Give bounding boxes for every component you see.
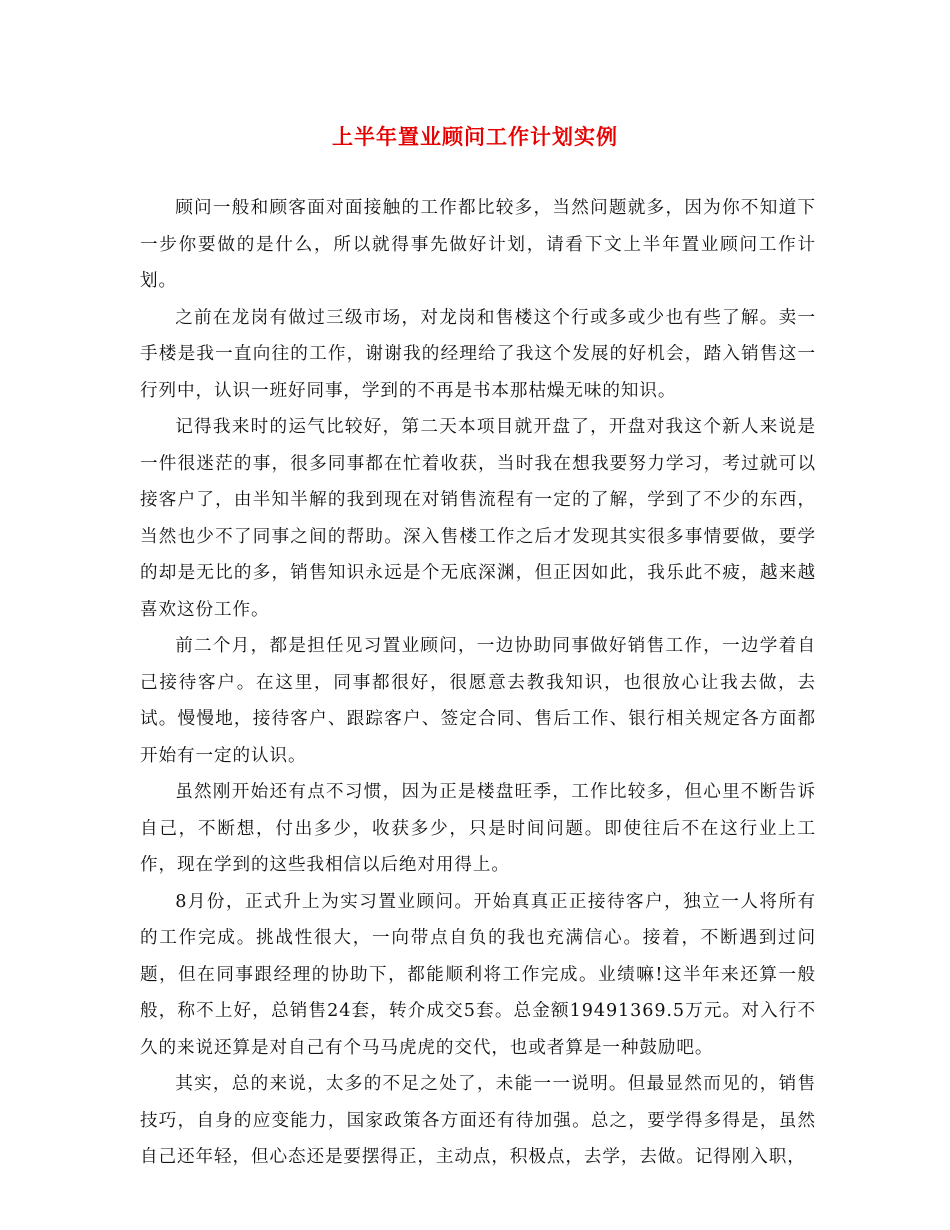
paragraph-5: 虽然刚开始还有点不习惯，因为正是楼盘旺季，工作比较多，但心里不断告诉自己，不断想，付出多少，收获多少，只是时间问题。即使往后不在这行业上工作，现在学到的这些我相信以后绝对用得上。 [140, 782, 816, 875]
paragraph-7: 其实，总的来说，太多的不足之处了，未能一一说明。但最显然而见的，销售技巧，自身的应变能力，国家政策各方面还有待加强。总之，要学得多得是，虽然自己还年轻，但心态还是要摆得正，主动点，积极点，去学，去做。记得刚入职， [140, 1074, 816, 1167]
paragraph-3: 记得我来时的运气比较好，第二天本项目就开盘了，开盘对我这个新人来说是一件很迷茫的事，很多同事都在忙着收获，当时我在想我要努力学习，考过就可以接客户了，由半知半解的我到现在对销售流程有一定的了解，学到了不少的东西，当然也少不了同事之间的帮助。深入售楼工作之后才发现其实很多事情要做，要学的却是无比的多，销售知识永远是个无底深渊，但正因如此，我乐此不疲，越来越喜欢这份工作。 [140, 417, 816, 620]
paragraph-6: 8月份，正式升上为实习置业顾问。开始真真正正接待客户，独立一人将所有的工作完成。挑战性很大，一向带点自负的我也充满信心。接着，不断遇到过问题，但在同事跟经理的协助下，都能顺利将工作完成。业绩嘛!这半年来还算一般般，称不上好，总销售24套，转介成交5套。总金额19491369.5万元。对入行不久的来说还算是对自己有个马马虎虎的交代，也或者算是一种鼓励吧。 [140, 891, 816, 1058]
document-title: 上半年置业顾问工作计划实例 [332, 125, 618, 149]
paragraph-4: 前二个月，都是担任见习置业顾问，一边协助同事做好销售工作，一边学着自己接待客户。在这里，同事都很好，很愿意去教我知识，也很放心让我去做，去试。慢慢地，接待客户、跟踪客户、签定合同、售后工作、银行相关规定各方面都开始有一定的认识。 [140, 636, 816, 766]
document-body [140, 190, 816, 1176]
paragraph-1: 顾问一般和顾客面对面接触的工作都比较多，当然问题就多，因为你不知道下一步你要做的是什么，所以就得事先做好计划，请看下文上半年置业顾问工作计划。 [140, 198, 816, 291]
paragraph-2: 之前在龙岗有做过三级市场，对龙岗和售楼这个行或多或少也有些了解。卖一手楼是我一直向往的工作，谢谢我的经理给了我这个发展的好机会，踏入销售这一行列中，认识一班好同事，学到的不再是书本那枯燥无味的知识。 [140, 307, 816, 401]
